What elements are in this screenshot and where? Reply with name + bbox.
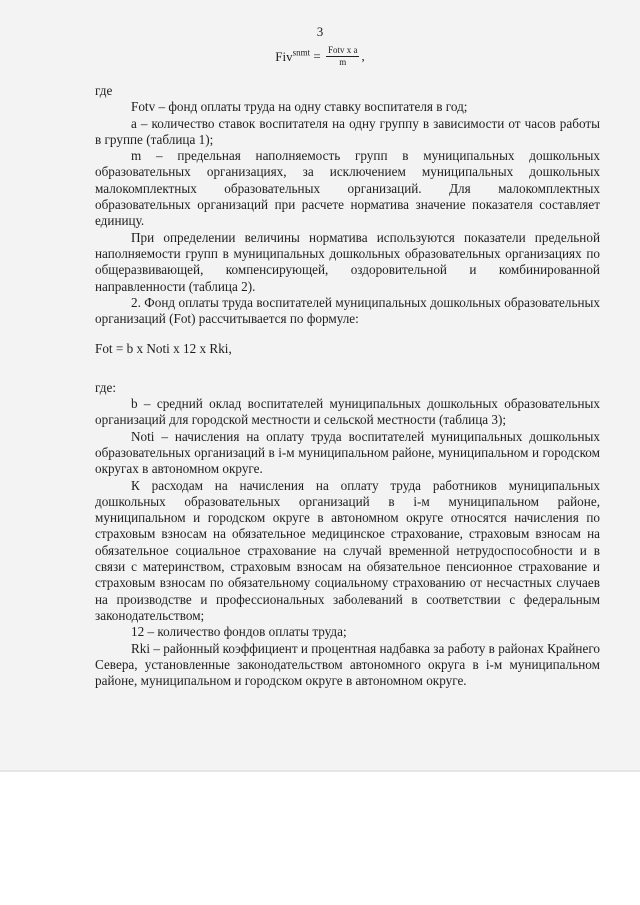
paragraph-item-2: 2. Фонд оплаты труда воспитателей муниципальных дошкольных образовательных организаций (Fot) рассчитывается по формуле: <box>95 294 600 327</box>
definition-a: а – количество ставок воспитателя на одну группу в зависимости от часов работы в группе (таблица 1); <box>95 115 600 147</box>
definition-rki: Rki – районный коэффициент и процентная надбавка за работу в районах Крайнего Севера, установленные законодательством автономного округа в i-м муниципальном районе, муниципальном и городском округе в автономном округе. <box>95 640 600 689</box>
definition-fotv: Fotv – фонд оплаты труда на одну ставку воспитателя в год; <box>131 99 468 115</box>
formula-fraction <box>326 45 360 68</box>
definition-b: b – средний оклад воспитателей муниципальных дошкольных образовательных организаций для городской местности и сельской местности (таблица 3); <box>95 396 600 428</box>
formula-trailing: , <box>361 48 365 64</box>
scan-edge <box>0 770 640 772</box>
formula-lhs-sup: snmt <box>292 47 311 58</box>
formula-fiv <box>0 45 640 68</box>
where-label-2: где: <box>95 379 116 395</box>
where-label: где <box>95 83 113 98</box>
formula-numerator: Fotv x a <box>327 45 358 55</box>
definition-noti: Noti – начисления на оплату труда воспитателей муниципальных дошкольных образовательных организаций в i-м муниципальном районе, муниципальном и городском округах в автономном округе. <box>95 428 600 477</box>
definition-m: m – предельная наполняемость групп в муниципальных дошкольных образовательных организациях, за исключением муниципальных дошкольных малокомплектных образовательных организаций. Для малокомплектных образовательных организаций при расчете норматива значение показателя составляет единицу. <box>95 148 600 229</box>
page-number: 3 <box>316 24 324 39</box>
formula-lhs: Fiv$^{snmt}$ <box>275 47 311 65</box>
definition-twelve: 12 – количество фондов оплаты труда; <box>131 624 347 640</box>
formula-equals: = <box>313 48 321 64</box>
paragraph-expenses: К расходам на начисления на оплату труда работников муниципальных дошкольных образовательных организаций в i-м муниципальном районе, муниципальном и городском округе в автономном округе относятся начисления по страховым взносам на обязательное медицинское страхование, страховым взносам на обязательное социальное страхование на случай временной нетрудоспособности и в связи с материнством, страховым взносам на обязательное пенсионное страхование и страховым взносам по обязательному социальному страхованию от несчастных случаев на производстве и профессиональных заболеваний в соответствии с федеральным законодательством; <box>95 477 600 623</box>
paragraph-norm-indicators: При определении величины норматива используются показатели предельной наполняемости групп в муниципальных дошкольных образовательных организациях по общеразвивающей, компенсирующей, оздоровительной и комбинированной направленности (таблица 2). <box>95 229 600 294</box>
formula-fot: Fot = b x Noti x 12 x Rki, <box>95 341 232 357</box>
document-body <box>95 83 600 689</box>
formula-denominator: m <box>339 57 347 67</box>
